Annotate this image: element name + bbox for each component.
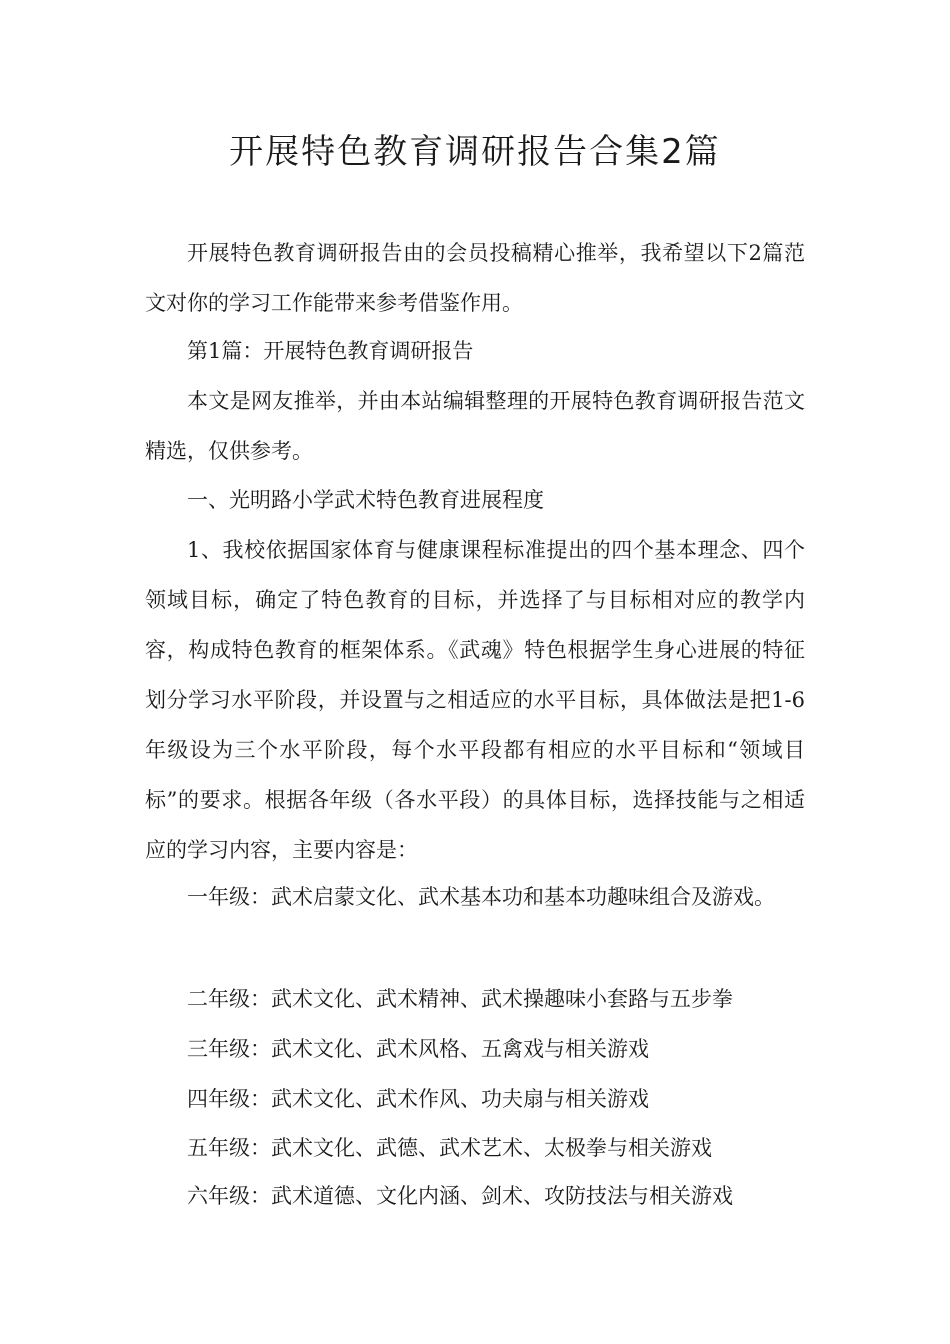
part-heading-text: 第1篇：开展特色教育调研报告 — [187, 339, 474, 363]
intro-paragraph — [145, 228, 805, 328]
item-1-paragraph — [145, 525, 805, 875]
grade-3-text: 三年级：武术文化、武术风格、五禽戏与相关游戏 — [187, 1037, 649, 1061]
part-heading — [145, 326, 805, 376]
source-note-text: 本文是网友推举，并由本站编辑整理的开展特色教育调研报告范文精选，仅供参考。 — [145, 389, 805, 463]
grade-list-item — [145, 1024, 805, 1074]
source-note-paragraph — [145, 376, 805, 476]
grade-list-item — [145, 1123, 805, 1173]
grade-1-text: 一年级：武术启蒙文化、武术基本功和基本功趣味组合及游戏。 — [187, 885, 775, 909]
grade-6-text: 六年级：武术道德、文化内涵、剑术、攻防技法与相关游戏 — [187, 1184, 733, 1208]
grade-5-text: 五年级：武术文化、武德、武术艺术、太极拳与相关游戏 — [187, 1136, 712, 1160]
section-heading-text: 一、光明路小学武术特色教育进展程度 — [187, 488, 544, 512]
grade-4-text: 四年级：武术文化、武术作风、功夫扇与相关游戏 — [187, 1087, 649, 1111]
grade-list-item — [145, 1171, 805, 1221]
grade-2-text: 二年级：武术文化、武术精神、武术操趣味小套路与五步拳 — [187, 987, 733, 1011]
grade-list-item — [145, 974, 805, 1024]
grade-list-item — [145, 1074, 805, 1124]
item-1-text: 1、我校依据国家体育与健康课程标准提出的四个基本理念、四个领域目标，确定了特色教育的目标，并选择了与目标相对应的教学内容，构成特色教育的框架体系。《武魂》特色根据学生身心进展的特征划分学习水平阶段，并设置与之相适应的水平目标，具体做法是把1-6年级设为三个水平阶段，每个水平段都有相应的水平目标和“领域目标”的要求。根据各年级（各水平段）的具体目标，选择技能与之相适应的学习内容，主要内容是： — [145, 538, 805, 862]
intro-text: 开展特色教育调研报告由的会员投稿精心推举，我希望以下2篇范文对你的学习工作能带来参考借鉴作用。 — [145, 241, 805, 315]
document-title: 开展特色教育调研报告合集2篇 — [229, 132, 721, 172]
grade-list-item — [145, 872, 805, 922]
section-heading — [145, 475, 805, 525]
